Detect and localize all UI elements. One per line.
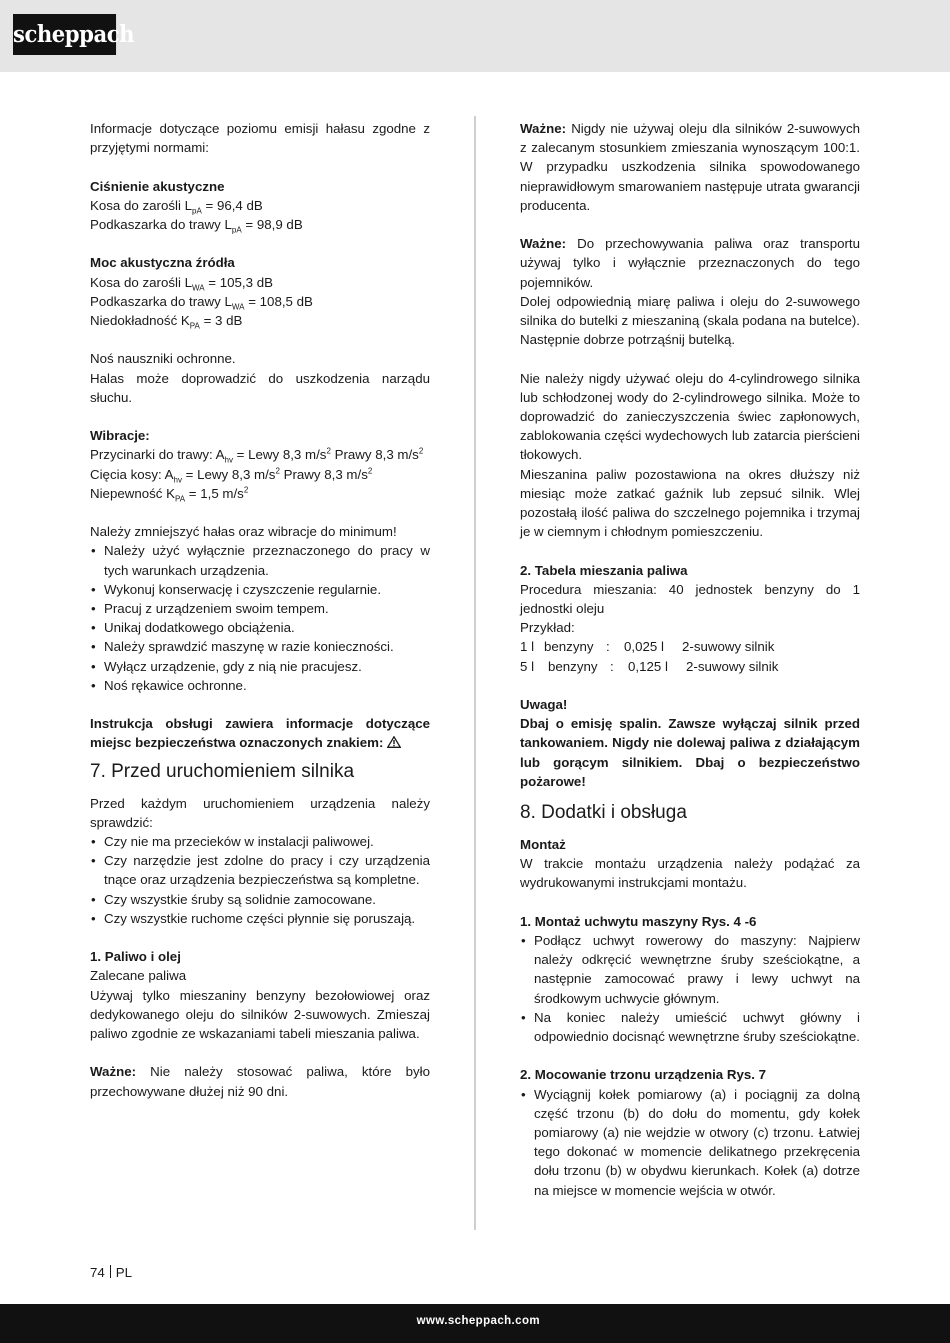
- caution-text: Dbaj o emisję spalin. Zawsze wyłączaj silnik przed tankowaniem. Nigdy nie dolewaj paliwa z działającym lub gorącym silnikiem. Dbaj o bezpieczeństwo pożarowe!: [520, 716, 860, 789]
- vibration-line-2: Cięcia kosy: $A_{hv}$ = Lewy 8,3 $m/s^2$ Prawy 8,3 $m/s^2$: [90, 466, 373, 485]
- handle-mount-heading: 1. Montaż uchwytu maszyny Rys. 4 -6: [520, 913, 757, 929]
- container-warning: Ważne: Do przechowywania paliwa oraz transportu używaj tylko i wyłącznie przeznaczonych do tego pojemników.: [520, 236, 860, 290]
- power-line-2: Podkaszarka do trawy $L_{WA} = 108,5$ dB: [90, 293, 313, 312]
- column-divider: [474, 116, 476, 1230]
- fuel-text: Używaj tylko mieszaniny benzyny bezołowiowej oraz dedykowanego oleju do silników 2-suwowych. Zmieszaj paliwo zgodnie ze wskazaniami tabeli mieszania paliwa.: [90, 987, 430, 1042]
- list-item: • Czy wszystkie śruby są solidnie zamocowane.: [90, 890, 430, 909]
- pressure-line-2: Podkaszarka do trawy $L_{pA} = 98,9$ dB: [90, 217, 303, 235]
- mix-row: 1 l benzyny : 0,025 l 2-suwowy silnik: [520, 639, 775, 655]
- noise-intro: Informacje dotyczące poziomu emisji hałasu zgodne z przyjętymi normami:: [90, 121, 430, 156]
- check-intro: Przed każdym uruchomieniem urządzenia należy sprawdzić:: [90, 795, 430, 830]
- list-item: • Należy użyć wyłącznie przeznaczonego do pracy w tych warunkach urządzenia.: [90, 541, 430, 579]
- page-footer: [0, 1304, 950, 1343]
- reduce-noise-heading: Należy zmniejszyć hałas oraz wibracje do minimum!: [90, 524, 397, 540]
- oil-ratio-warning: Ważne: Nigdy nie używaj oleju dla silników 2-suwowych z zalecanym stosunkiem zmieszania wynoszącym 100:1. W przypadku uszkodzenia silnika spowodowanego nieprawidłowym smarowaniem następuje utrata gwarancji producenta.: [520, 121, 860, 213]
- ear-protection-note: Noś nauszniki ochronne.: [90, 351, 236, 367]
- mixing-bottle-text: Dolej odpowiednią miarę paliwa i oleju do 2-suwowego silnika do butelki z mieszaniną (skala podana na butelce). Następnie dobrze potrząśnij butelką.: [520, 293, 860, 348]
- list-item: • Wykonuj konserwację i czyszczenie regularnie.: [90, 580, 430, 599]
- shaft-mount-heading: 2. Mocowanie trzonu urządzenia Rys. 7: [520, 1067, 767, 1083]
- caution-title: Uwaga!: [520, 697, 568, 713]
- list-item: • Wyłącz urządzenie, gdy z nią nie pracujesz.: [90, 657, 430, 676]
- list-item: • Należy sprawdzić maszynę w razie konieczności.: [90, 637, 430, 656]
- list-item: • Czy nie ma przecieków w instalacji paliwowej.: [90, 832, 430, 851]
- mounting-text: W trakcie montażu urządzenia należy podążać za wydrukowanymi instrukcjami montażu.: [520, 856, 860, 891]
- section-7-heading: 7. Przed uruchomieniem silnika: [90, 760, 355, 782]
- hearing-damage-note: Halas może doprowadzić do uszkodzenia narządu słuchu.: [90, 370, 430, 405]
- mix-row: 5 l benzyny : 0,125 l 2-suwowy silnik: [520, 658, 779, 674]
- list-item: • Czy wszystkie ruchome części płynnie się poruszają.: [90, 909, 430, 928]
- page-number: 74 PL: [90, 1265, 133, 1280]
- list-item: • Czy narzędzie jest zdolne do pracy i czy urządzenia tnące oraz urządzenia bezpieczeństwa są kompletne.: [90, 851, 430, 889]
- list-item: • Podłącz uchwyt rowerowy do maszyny: Najpierw należy odkręcić wewnętrzne śruby sześciokątne, a następnie zamocować prawy i lewy uchwyt na środkowym uchwycie głównym.: [520, 931, 860, 1008]
- section-8-heading: 8. Dodatki i obsługa: [520, 802, 687, 824]
- safety-marking-note: Instrukcja obsługi zawiera informacje dotyczące miejsc bezpieczeństwa oznaczonych znakiem:: [90, 716, 430, 751]
- list-item: • Pracuj z urządzeniem swoim tempem.: [90, 599, 430, 618]
- brand-logo: scheppach: [13, 14, 116, 55]
- old-mixture-text: Mieszanina paliw pozostawiona na okres dłuższy niż miesiąc może zatkać gaźnik lub zepsuć silnik. Wlej pozostałą ilość paliwa do szczelnego pojemnika i trzymaj je w ciemnym i chłodnym pomieszczeniu.: [520, 466, 860, 540]
- pressure-title: Ciśnienie akustyczne: [90, 178, 225, 194]
- vibration-line-3: Niepewność $K_{PA} = 1,5$ $m/s^2$: [90, 485, 249, 504]
- power-line-3: Niedokładność $K_{PA} = 3$ dB: [90, 313, 243, 331]
- list-item: • Wyciągnij kołek pomiarowy (a) i pociągnij za dolną część trzonu (b) do dołu do momentu, gdy kołek pomiarowy (a) nie wejdzie w otwory (c) trzonu. Łatwiej tego dokonać w momencie delikatnego przekręcenia dołu trzonu (b) w obydwu kierunkach. Kołek (a) dotrze na miejsce w momencie wejścia w otwór.: [520, 1085, 860, 1200]
- website-link[interactable]: www.scheppach.com: [416, 1315, 540, 1327]
- power-title: Moc akustyczna źródła: [90, 255, 235, 271]
- warning-triangle-icon: [387, 736, 401, 748]
- check-list: [90, 832, 430, 928]
- mixing-procedure: Procedura mieszania: 40 jednostek benzyny do 1 jednostki oleju: [520, 581, 860, 617]
- list-item: • Unikaj dodatkowego obciążenia.: [90, 618, 430, 637]
- handle-mount-list: [520, 931, 860, 1046]
- mixing-table-heading: 2. Tabela mieszania paliwa: [520, 562, 688, 578]
- mounting-title: Montaż: [520, 837, 566, 853]
- left-column: [90, 119, 430, 1101]
- page-header: [0, 0, 950, 72]
- list-item: • Noś rękawice ochronne.: [90, 676, 430, 695]
- wrong-oil-text: Nie należy nigdy używać oleju do 4-cylindrowego silnika lub schłodzonej wody do 2-cylindrowego silnika. Może to doprowadzić do zanieczyszczenia świec zapłonowych, zablokowania części wydechowych lub zatarcia pierścieni tłokowych.: [520, 370, 860, 463]
- vibration-line-1: Przycinarki do trawy: $A_{hv}$ = Lewy 8,3 $m/s^2$ Prawy 8,3 $m/s^2$: [90, 446, 424, 466]
- reduce-noise-list: [90, 541, 430, 695]
- pressure-line-1: Kosa do zarośli $L_{pA} = 96,4$ dB: [90, 197, 263, 216]
- fuel-oil-heading: 1. Paliwo i olej: [90, 949, 181, 965]
- recommended-fuels-label: Zalecane paliwa: [90, 968, 187, 984]
- example-label: Przykład:: [520, 620, 575, 636]
- list-item: • Na koniec należy umieścić uchwyt główny i odpowiednio docisnąć wewnętrzne śruby sześciokątne.: [520, 1008, 860, 1046]
- shaft-mount-list: [520, 1085, 860, 1200]
- storage-warning: Ważne: Nie należy stosować paliwa, które było przechowywane dłużej niż 90 dni.: [90, 1064, 430, 1099]
- vibration-title: Wibracje:: [90, 428, 150, 444]
- right-column: [520, 119, 860, 1200]
- power-line-1: Kosa do zarośli $L_{WA} = 105,3$ dB: [90, 274, 273, 293]
